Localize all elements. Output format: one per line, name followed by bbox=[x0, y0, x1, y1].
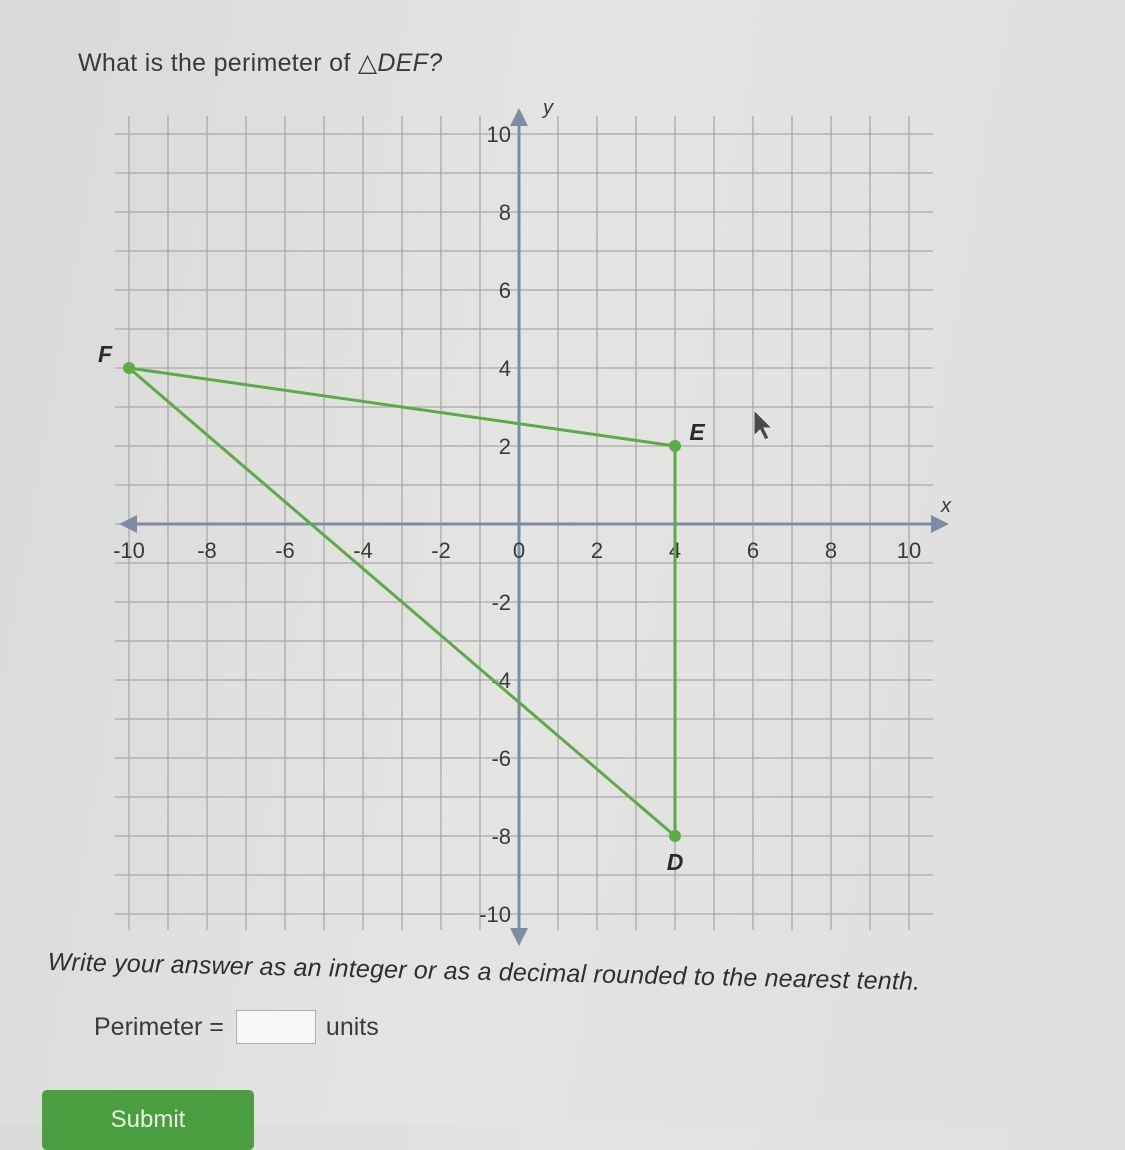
y-tick-label: -2 bbox=[491, 590, 511, 615]
x-tick-label: -2 bbox=[431, 538, 451, 563]
y-tick-label: -8 bbox=[491, 824, 511, 849]
triangle-def bbox=[98, 341, 772, 875]
y-tick-label: 10 bbox=[486, 122, 511, 147]
axes bbox=[119, 97, 952, 946]
y-tick-label: -10 bbox=[479, 902, 511, 927]
x-axis-right-arrow-icon bbox=[931, 515, 949, 533]
perimeter-label: Perimeter = bbox=[94, 1012, 224, 1041]
submit-button[interactable]: Submit bbox=[42, 1090, 254, 1150]
vertex-f-label: F bbox=[97, 341, 113, 367]
triangle-name: △DEF? bbox=[357, 49, 443, 77]
answer-row bbox=[94, 1010, 379, 1044]
y-tick-label: -6 bbox=[491, 746, 511, 771]
x-tick-label: 0 bbox=[512, 538, 526, 563]
x-axis-label: x bbox=[941, 495, 951, 517]
x-tick-label: -8 bbox=[197, 538, 217, 563]
x-tick-label: 6 bbox=[746, 538, 760, 563]
y-tick-label: -4 bbox=[491, 668, 511, 693]
y-axis-down-arrow-icon bbox=[510, 928, 528, 946]
x-tick-label: 4 bbox=[668, 538, 682, 563]
y-tick-label: 4 bbox=[498, 356, 511, 381]
x-tick-label: 8 bbox=[824, 538, 838, 563]
vertex-e-point bbox=[669, 440, 681, 452]
x-tick-label: 2 bbox=[590, 538, 604, 563]
x-tick-label: -10 bbox=[113, 538, 145, 563]
y-tick-label: 8 bbox=[498, 200, 511, 225]
instruction-text: Write your answer as an integer or as a decimal rounded to the nearest tenth. bbox=[47, 948, 921, 996]
x-axis-left-arrow-icon bbox=[119, 515, 137, 533]
vertex-f-point bbox=[123, 362, 135, 374]
perimeter-input[interactable] bbox=[236, 1010, 316, 1044]
x-tick-label: -4 bbox=[353, 538, 373, 563]
units-label: units bbox=[325, 1012, 379, 1041]
question-prefix: What is the perimeter of bbox=[78, 49, 358, 77]
y-axis-label: y bbox=[543, 97, 553, 119]
vertex-d-point bbox=[669, 830, 681, 842]
y-tick-label: 6 bbox=[498, 278, 511, 303]
vertex-d-label: D bbox=[666, 849, 684, 875]
x-tick-label: 10 bbox=[896, 538, 922, 563]
y-axis-up-arrow-icon bbox=[510, 108, 528, 126]
mouse-cursor-icon bbox=[754, 410, 772, 440]
vertex-e-label: E bbox=[689, 419, 705, 445]
x-tick-label: -6 bbox=[275, 538, 295, 563]
y-tick-label: 2 bbox=[498, 434, 511, 459]
